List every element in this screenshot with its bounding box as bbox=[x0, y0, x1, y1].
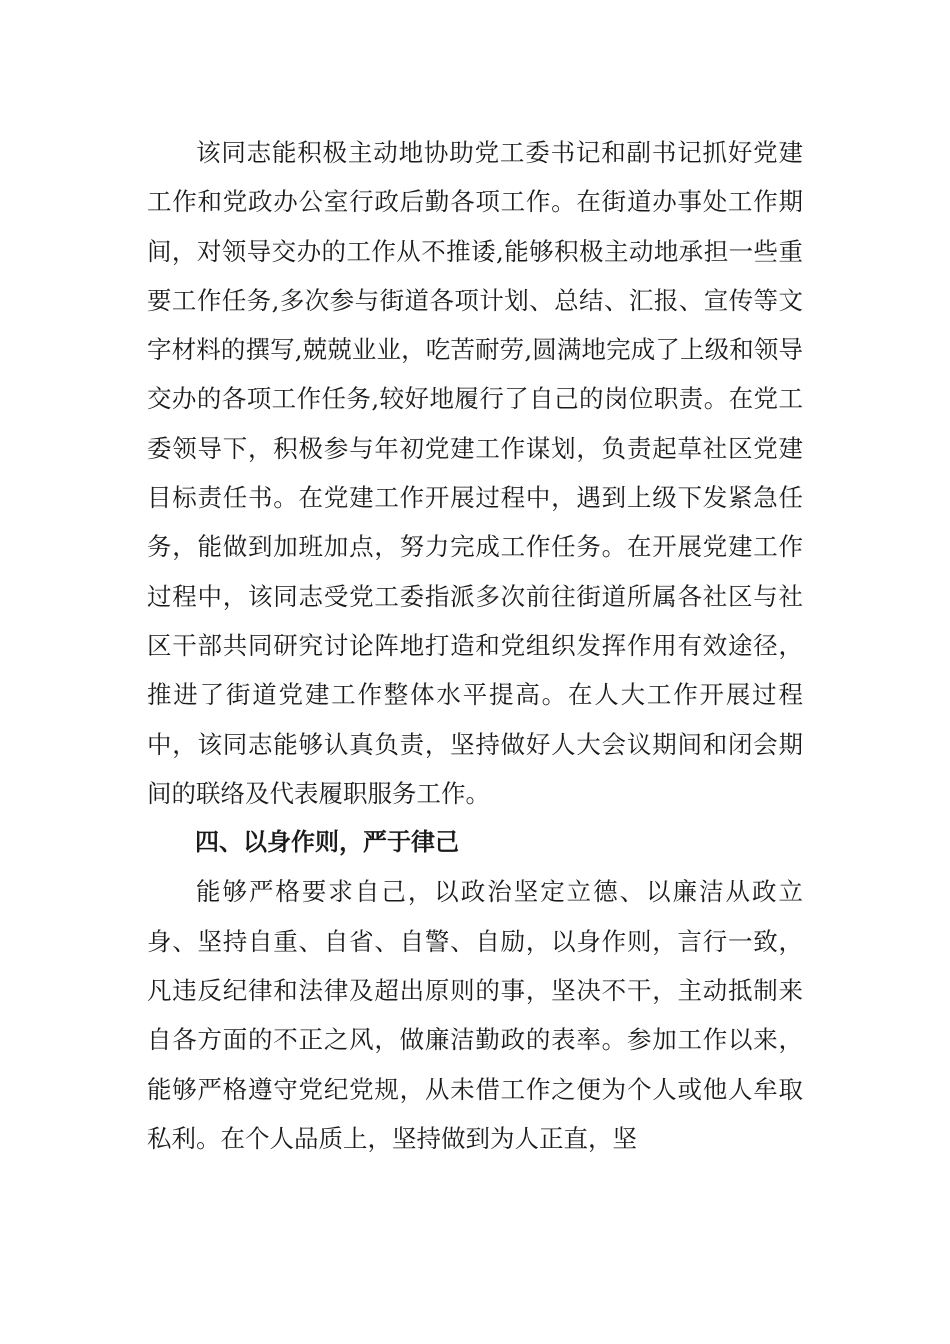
paragraph-work-duties: 该同志能积极主动地协助党工委书记和副书记抓好党建工作和党政办公室行政后勤各项工作。在街道办事处工作期间，对领导交办的工作从不推诿,能够积极主动地承担一些重要工作任务,多次参与街道各项计划、总结、汇报、宣传等文字材料的撰写,兢兢业业，吃苦耐劳,圆满地完成了上级和领导交办的各项工作任务,较好地履行了自己的岗位职责。在党工委领导下，积极参与年初党建工作谋划，负责起草社区党建目标责任书。在党建工作开展过程中，遇到上级下发紧急任务，能做到加班加点，努力完成工作任务。在开展党建工作过程中，该同志受党工委指派多次前往街道所属各社区与社区干部共同研究讨论阵地打造和党组织发挥作用有效途径，推进了街道党建工作整体水平提高。在人大工作开展过程中，该同志能够认真负责，坚持做好人大会议期间和闭会期间的联络及代表履职服务工作。 bbox=[147, 138, 803, 808]
paragraph-self-discipline: 能够严格要求自己，以政治坚定立德、以廉洁从政立身、坚持自重、自省、自警、自励，以身作则，言行一致，凡违反纪律和法律及超出原则的事，坚决不干，主动抵制来自各方面的不正之风，做廉洁勤政的表率。参加工作以来，能够严格遵守党纪党规，从未借工作之便为个人或他人牟取私利。在个人品质上，坚持做到为人正直，坚 bbox=[147, 877, 803, 1153]
section-heading: 四、以身作则，严于律己 bbox=[195, 828, 459, 857]
document-body bbox=[147, 128, 803, 1163]
